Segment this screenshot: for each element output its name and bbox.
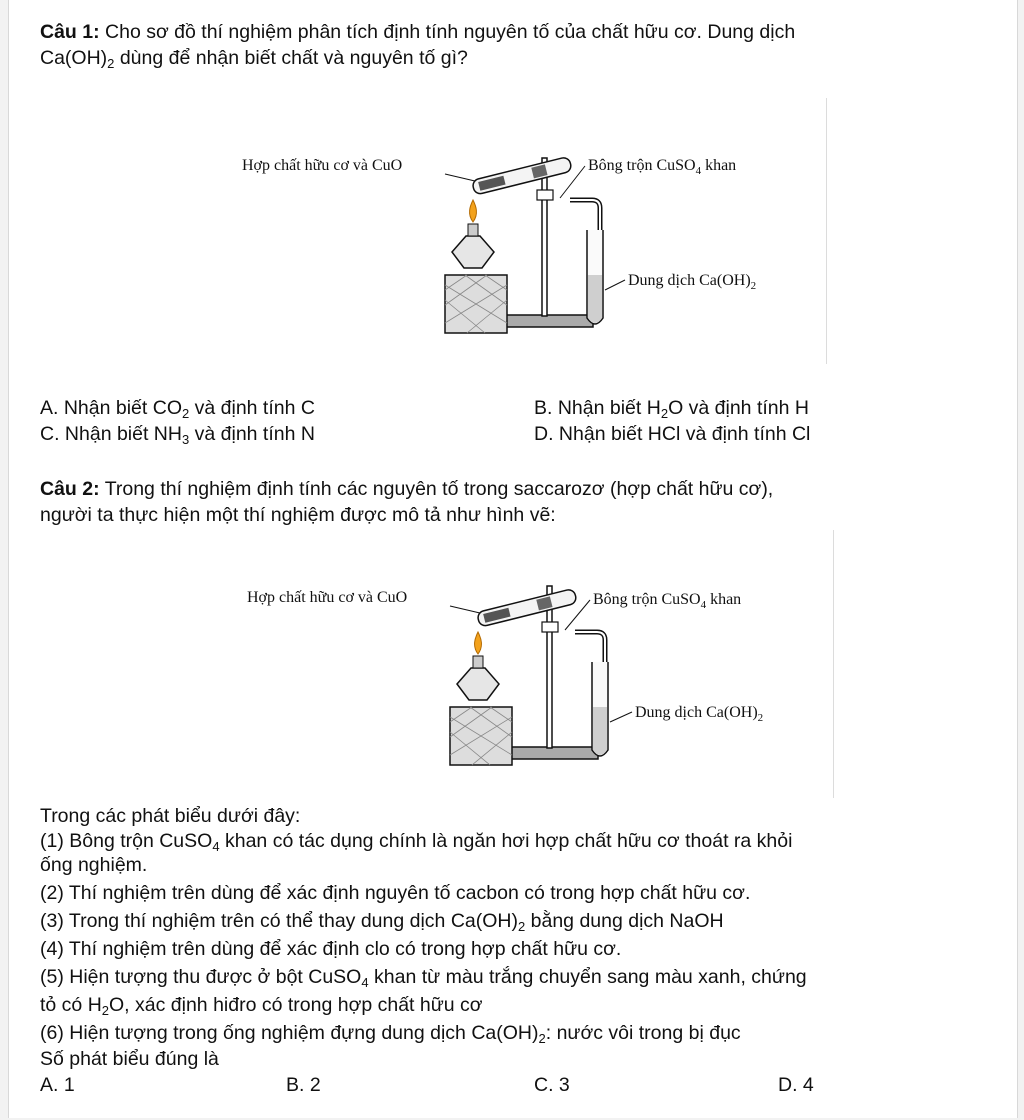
q1-label: Câu 1: [40, 21, 100, 43]
q2-label: Câu 2: [40, 478, 100, 500]
fig2-label-cotton: Bông trộn CuSO$_4$ khan [593, 591, 742, 611]
q2-statement-5-cont: tỏ có $H_2O$, xác định hiđro có trong hợp chất hữu cơ [40, 994, 483, 1018]
q2-answer-a[interactable]: A. 1 [40, 1074, 75, 1096]
q2-statement-2: (2) Thí nghiệm trên dùng để xác định nguyên tố cacbon có trong hợp chất hữu cơ. [40, 882, 751, 904]
figure2-border [833, 530, 834, 798]
q1-option-c[interactable]: C. Nhận biết $NH_3$ và định tính N [40, 423, 315, 447]
q2-statement-6: (6) Hiện tượng trong ống nghiệm đựng dung dịch $Ca(OH)_2$: nước vôi trong bị đục [40, 1022, 741, 1046]
fig1-label-cotton: Bông trộn CuSO$_4$ khan [588, 157, 737, 177]
q1-option-a[interactable]: A. Nhận biết $CO_2$ và định tính C [40, 397, 315, 421]
q2-statement-4: (4) Thí nghiệm trên dùng để xác định clo có trong hợp chất hữu cơ. [40, 938, 622, 960]
figure2-apparatus [235, 572, 815, 772]
q2-text-line2: người ta thực hiện một thí nghiệm được mô tả như hình vẽ: [40, 504, 556, 526]
fig2-label-compound: Hợp chất hữu cơ và CuO [247, 589, 408, 606]
q2-statement-1-cont: ống nghiệm. [40, 854, 148, 876]
fig2-label-solution: Dung dịch $Ca(OH)_2$ [635, 704, 764, 724]
q2-statement-3: (3) Trong thí nghiệm trên có thể thay dung dịch $Ca(OH)_2$ bằng dung dịch NaOH [40, 910, 724, 934]
fig1-label-compound: Hợp chất hữu cơ và CuO [242, 157, 403, 174]
q2-answer-b[interactable]: B. 2 [286, 1074, 321, 1096]
q1-line2-sub: 2 [107, 56, 115, 71]
q1-line1: Cho sơ đồ thí nghiệm phân tích định tính nguyên tố của chất hữu cơ. Dung dịch [105, 21, 796, 43]
q2-answer-d[interactable]: D. 4 [778, 1074, 814, 1096]
q1-line2-formula: Ca(OH) [40, 47, 108, 69]
q1-option-b[interactable]: B. Nhận biết $H_2O$ và định tính H [534, 397, 809, 421]
q2-statement-5: (5) Hiện tượng thu được ở bột CuSO$_4$ khan từ màu trắng chuyển sang màu xanh, chứng [40, 966, 807, 990]
q1-option-d[interactable]: D. Nhận biết HCl và định tính Cl [534, 423, 811, 445]
q2-intro: Trong các phát biểu dưới đây: [40, 805, 301, 827]
fig1-label-solution: Dung dịch $Ca(OH)_2$ [628, 272, 757, 292]
q2-answer-c[interactable]: C. 3 [534, 1074, 570, 1096]
q2-text-line1 [40, 477, 773, 501]
q1-text-line1 [40, 20, 795, 44]
q1-text-line2 [40, 46, 468, 70]
figure1-apparatus [230, 140, 810, 340]
q2-line1: Trong thí nghiệm định tính các nguyên tố trong saccarozơ (hợp chất hữu cơ), [104, 478, 774, 500]
q2-statement-1: (1) Bông trộn CuSO$_4$ khan có tác dụng chính là ngăn hơi hợp chất hữu cơ thoát ra khỏi [40, 830, 793, 854]
q2-question: Số phát biểu đúng là [40, 1048, 219, 1070]
q1-line2-rest: dùng để nhận biết chất và nguyên tố gì? [114, 47, 468, 69]
figure1-border [826, 98, 827, 364]
